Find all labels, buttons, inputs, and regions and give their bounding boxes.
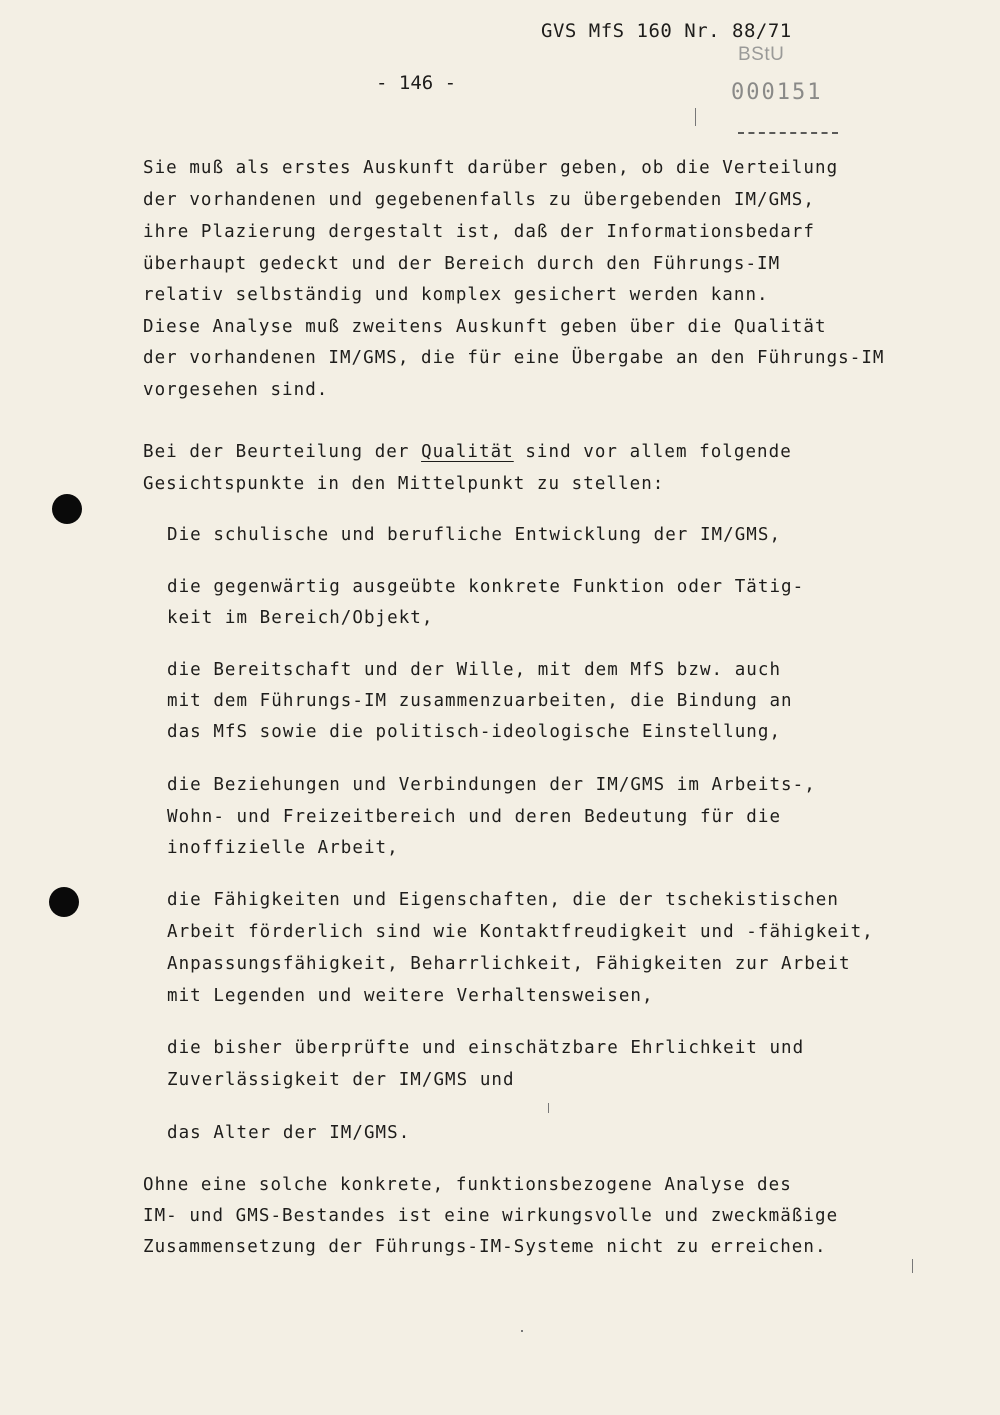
intro-line: Diese Analyse muß zweitens Auskunft geben über die Qualität [143,317,827,337]
intro-line: relativ selbständig und komplex gesichert werden kann. [143,285,769,305]
criteria-intro-text: sind vor allem folgende [513,442,792,462]
criterion-line: Die schulische und berufliche Entwicklung der IM/GMS, [167,525,782,545]
scan-mark [521,1330,523,1332]
criterion-line: die bisher überprüfte und einschätzbare Ehrlichkeit und [167,1038,805,1058]
criterion-line: inoffizielle Arbeit, [167,838,399,858]
criterion-line: Wohn- und Freizeitbereich und deren Bedeutung für die [167,807,782,827]
criteria-intro-line [143,442,792,462]
scan-mark [695,108,696,126]
criteria-intro-line: Gesichtspunkte in den Mittelpunkt zu stellen: [143,474,665,494]
scan-mark [912,1259,913,1273]
criterion-line: das Alter der IM/GMS. [167,1123,411,1143]
intro-line: ihre Plazierung dergestalt ist, daß der Informationsbedarf [143,222,815,242]
closing-line: IM- und GMS-Bestandes ist eine wirkungsvolle und zweckmäßige [143,1206,839,1226]
page-number: - 146 - [376,72,457,94]
criterion-line: Zuverlässigkeit der IM/GMS und [167,1070,515,1090]
criterion-line: die Fähigkeiten und Eigenschaften, die der tschekistischen [167,890,839,910]
document-reference: GVS MfS 160 Nr. 88/71 [541,20,792,42]
intro-line: Sie muß als erstes Auskunft darüber geben, ob die Verteilung [143,158,839,178]
closing-line: Zusammensetzung der Führungs-IM-Systeme nicht zu erreichen. [143,1237,827,1257]
criterion-line: die gegenwärtig ausgeübte konkrete Funktion oder Tätig- [167,577,805,597]
criterion-line: Anpassungsfähigkeit, Beharrlichkeit, Fähigkeiten zur Arbeit [167,954,851,974]
intro-line: überhaupt gedeckt und der Bereich durch den Führungs-IM [143,254,781,274]
closing-line: Ohne eine solche konkrete, funktionsbezogene Analyse des [143,1175,792,1195]
quality-underlined-word: Qualität [421,442,514,462]
intro-line: der vorhandenen und gegebenenfalls zu übergebenden IM/GMS, [143,190,815,210]
stamp-underline [738,132,838,134]
criterion-line: das MfS sowie die politisch-ideologische Einstellung, [167,722,782,742]
punch-hole [52,494,82,524]
criteria-intro-text: Bei der Beurteilung der [143,442,422,462]
archive-stamp-number: 000151 [731,80,823,105]
criterion-line: keit im Bereich/Objekt, [167,608,434,628]
intro-line: der vorhandenen IM/GMS, die für eine Übergabe an den Führungs-IM [143,348,885,368]
criterion-line: mit Legenden und weitere Verhaltensweisen, [167,986,654,1006]
intro-line: vorgesehen sind. [143,380,329,400]
criterion-line: die Bereitschaft und der Wille, mit dem MfS bzw. auch [167,660,782,680]
criterion-line: mit dem Führungs-IM zusammenzuarbeiten, die Bindung an [167,691,793,711]
archive-stamp-label: BStU [738,44,785,65]
punch-hole [49,887,79,917]
scan-mark [548,1103,549,1113]
criterion-line: die Beziehungen und Verbindungen der IM/GMS im Arbeits-, [167,775,816,795]
criterion-line: Arbeit förderlich sind wie Kontaktfreudigkeit und -fähigkeit, [167,922,874,942]
